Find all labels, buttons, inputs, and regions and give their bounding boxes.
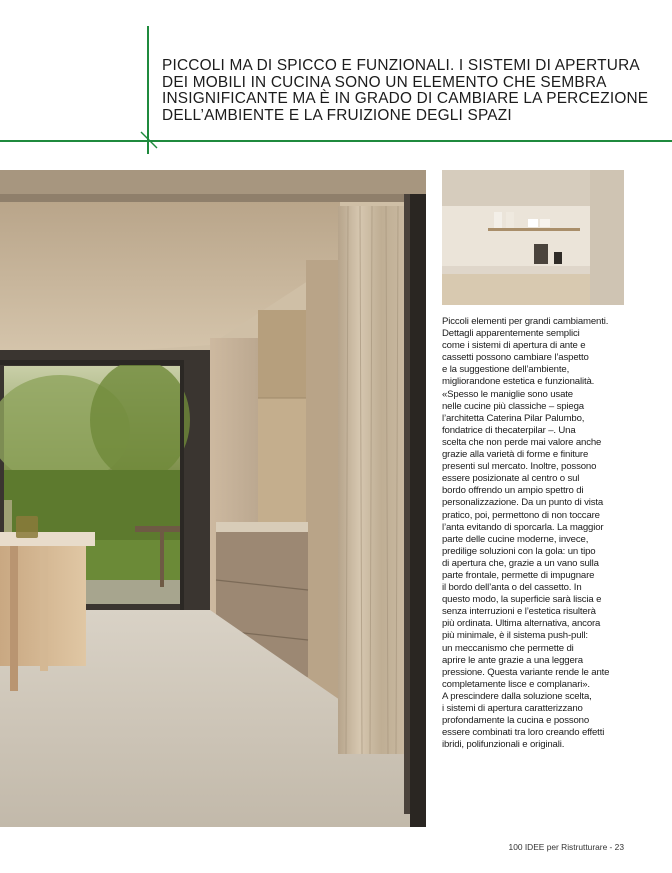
body-line: parte delle cucine moderne, invece, xyxy=(442,533,589,545)
body-line: parte frontale, permette di impugnare xyxy=(442,569,595,581)
body-line: predilige soluzioni con la gola: un tipo xyxy=(442,545,596,557)
body-line: un meccanismo che permette di xyxy=(442,642,574,654)
crosshair-icon xyxy=(140,131,158,149)
headline-line: PICCOLI MA DI SPICCO E FUNZIONALI. I SISTEMI DI APERTURA xyxy=(162,57,640,74)
body-line: Dettagli apparentemente semplici xyxy=(442,328,580,340)
body-line: questo modo, la superficie sarà liscia e xyxy=(442,594,602,606)
body-line: personalizzazione. Da un punto di vista xyxy=(442,497,604,509)
body-line: cassetti possono cambiare l’aspetto xyxy=(442,352,589,364)
body-line: di apertura che, grazie a un vano sulla xyxy=(442,557,599,569)
body-line: bordo offrendo un ampio spettro di xyxy=(442,485,584,497)
body-line: scelta che non perde mai valore anche xyxy=(442,436,602,448)
body-line: pratico, poi, permettono di non toccare xyxy=(442,509,600,521)
body-line: A prescindere dalla soluzione scelta, xyxy=(442,690,592,702)
body-line: fondatrice di thecaterpilar –. Una xyxy=(442,424,576,436)
article-body xyxy=(442,316,630,751)
body-line: ibridi, polifunzionali e originali. xyxy=(442,739,565,751)
body-line: il bordo dell’anta o del cassetto. In xyxy=(442,582,582,594)
kitchen-main-photo xyxy=(0,170,426,827)
body-line: più minimale, è il sistema push-pull: xyxy=(442,630,588,642)
body-line: pressione. Questa variante rende le ante xyxy=(442,666,610,678)
body-line: e la suggestione dell’ambiente, xyxy=(442,364,570,376)
headline-line: INSIGNIFICANTE MA È IN GRADO DI CAMBIARE LA PERCEZIONE xyxy=(162,90,649,108)
headline-line: DEI MOBILI IN CUCINA SONO UN ELEMENTO CHE SEMBRA xyxy=(162,73,607,91)
body-line: presenti sul mercato. Inoltre, possono xyxy=(442,461,597,473)
body-line: essere posizionate al centro o sul xyxy=(442,473,580,485)
body-line: profondamente la cucina e possono xyxy=(442,715,590,727)
headline-line: DELL’AMBIENTE E LA FRUIZIONE DEGLI SPAZI xyxy=(162,106,512,124)
body-line: completamente lisce e complanari». xyxy=(442,678,590,690)
body-line: «Spesso le maniglie sono usate xyxy=(442,388,573,400)
body-line: Piccoli elementi per grandi cambiamenti. xyxy=(442,316,609,327)
page-footer: 100 IDEE per Ristrutturare - 23 xyxy=(508,842,624,852)
body-line: l’anta evitando di sporcarla. La maggior xyxy=(442,521,604,533)
horizontal-accent-line xyxy=(0,140,672,142)
body-line: grazie alla varietà di forme e finiture xyxy=(442,449,589,461)
body-line: migliorandone estetica e funzionalità. xyxy=(442,376,595,388)
headline xyxy=(162,58,662,124)
body-line: più ordinata. Ultima alternativa, ancora xyxy=(442,618,601,630)
body-line: aprire le ante grazie a una leggera xyxy=(442,654,583,666)
kitchen-detail-photo xyxy=(442,170,624,305)
body-line: come i sistemi di apertura di ante e xyxy=(442,340,586,352)
body-line: essere combinati tra loro creando effetti xyxy=(442,727,605,739)
body-line: l’architetta Caterina Pilar Palumbo, xyxy=(442,412,585,424)
body-line: senza interruzioni e l’estetica risulterà xyxy=(442,606,596,618)
body-line: nelle cucine più classiche – spiega xyxy=(442,400,584,412)
body-line: i sistemi di apertura caratterizzano xyxy=(442,703,583,714)
